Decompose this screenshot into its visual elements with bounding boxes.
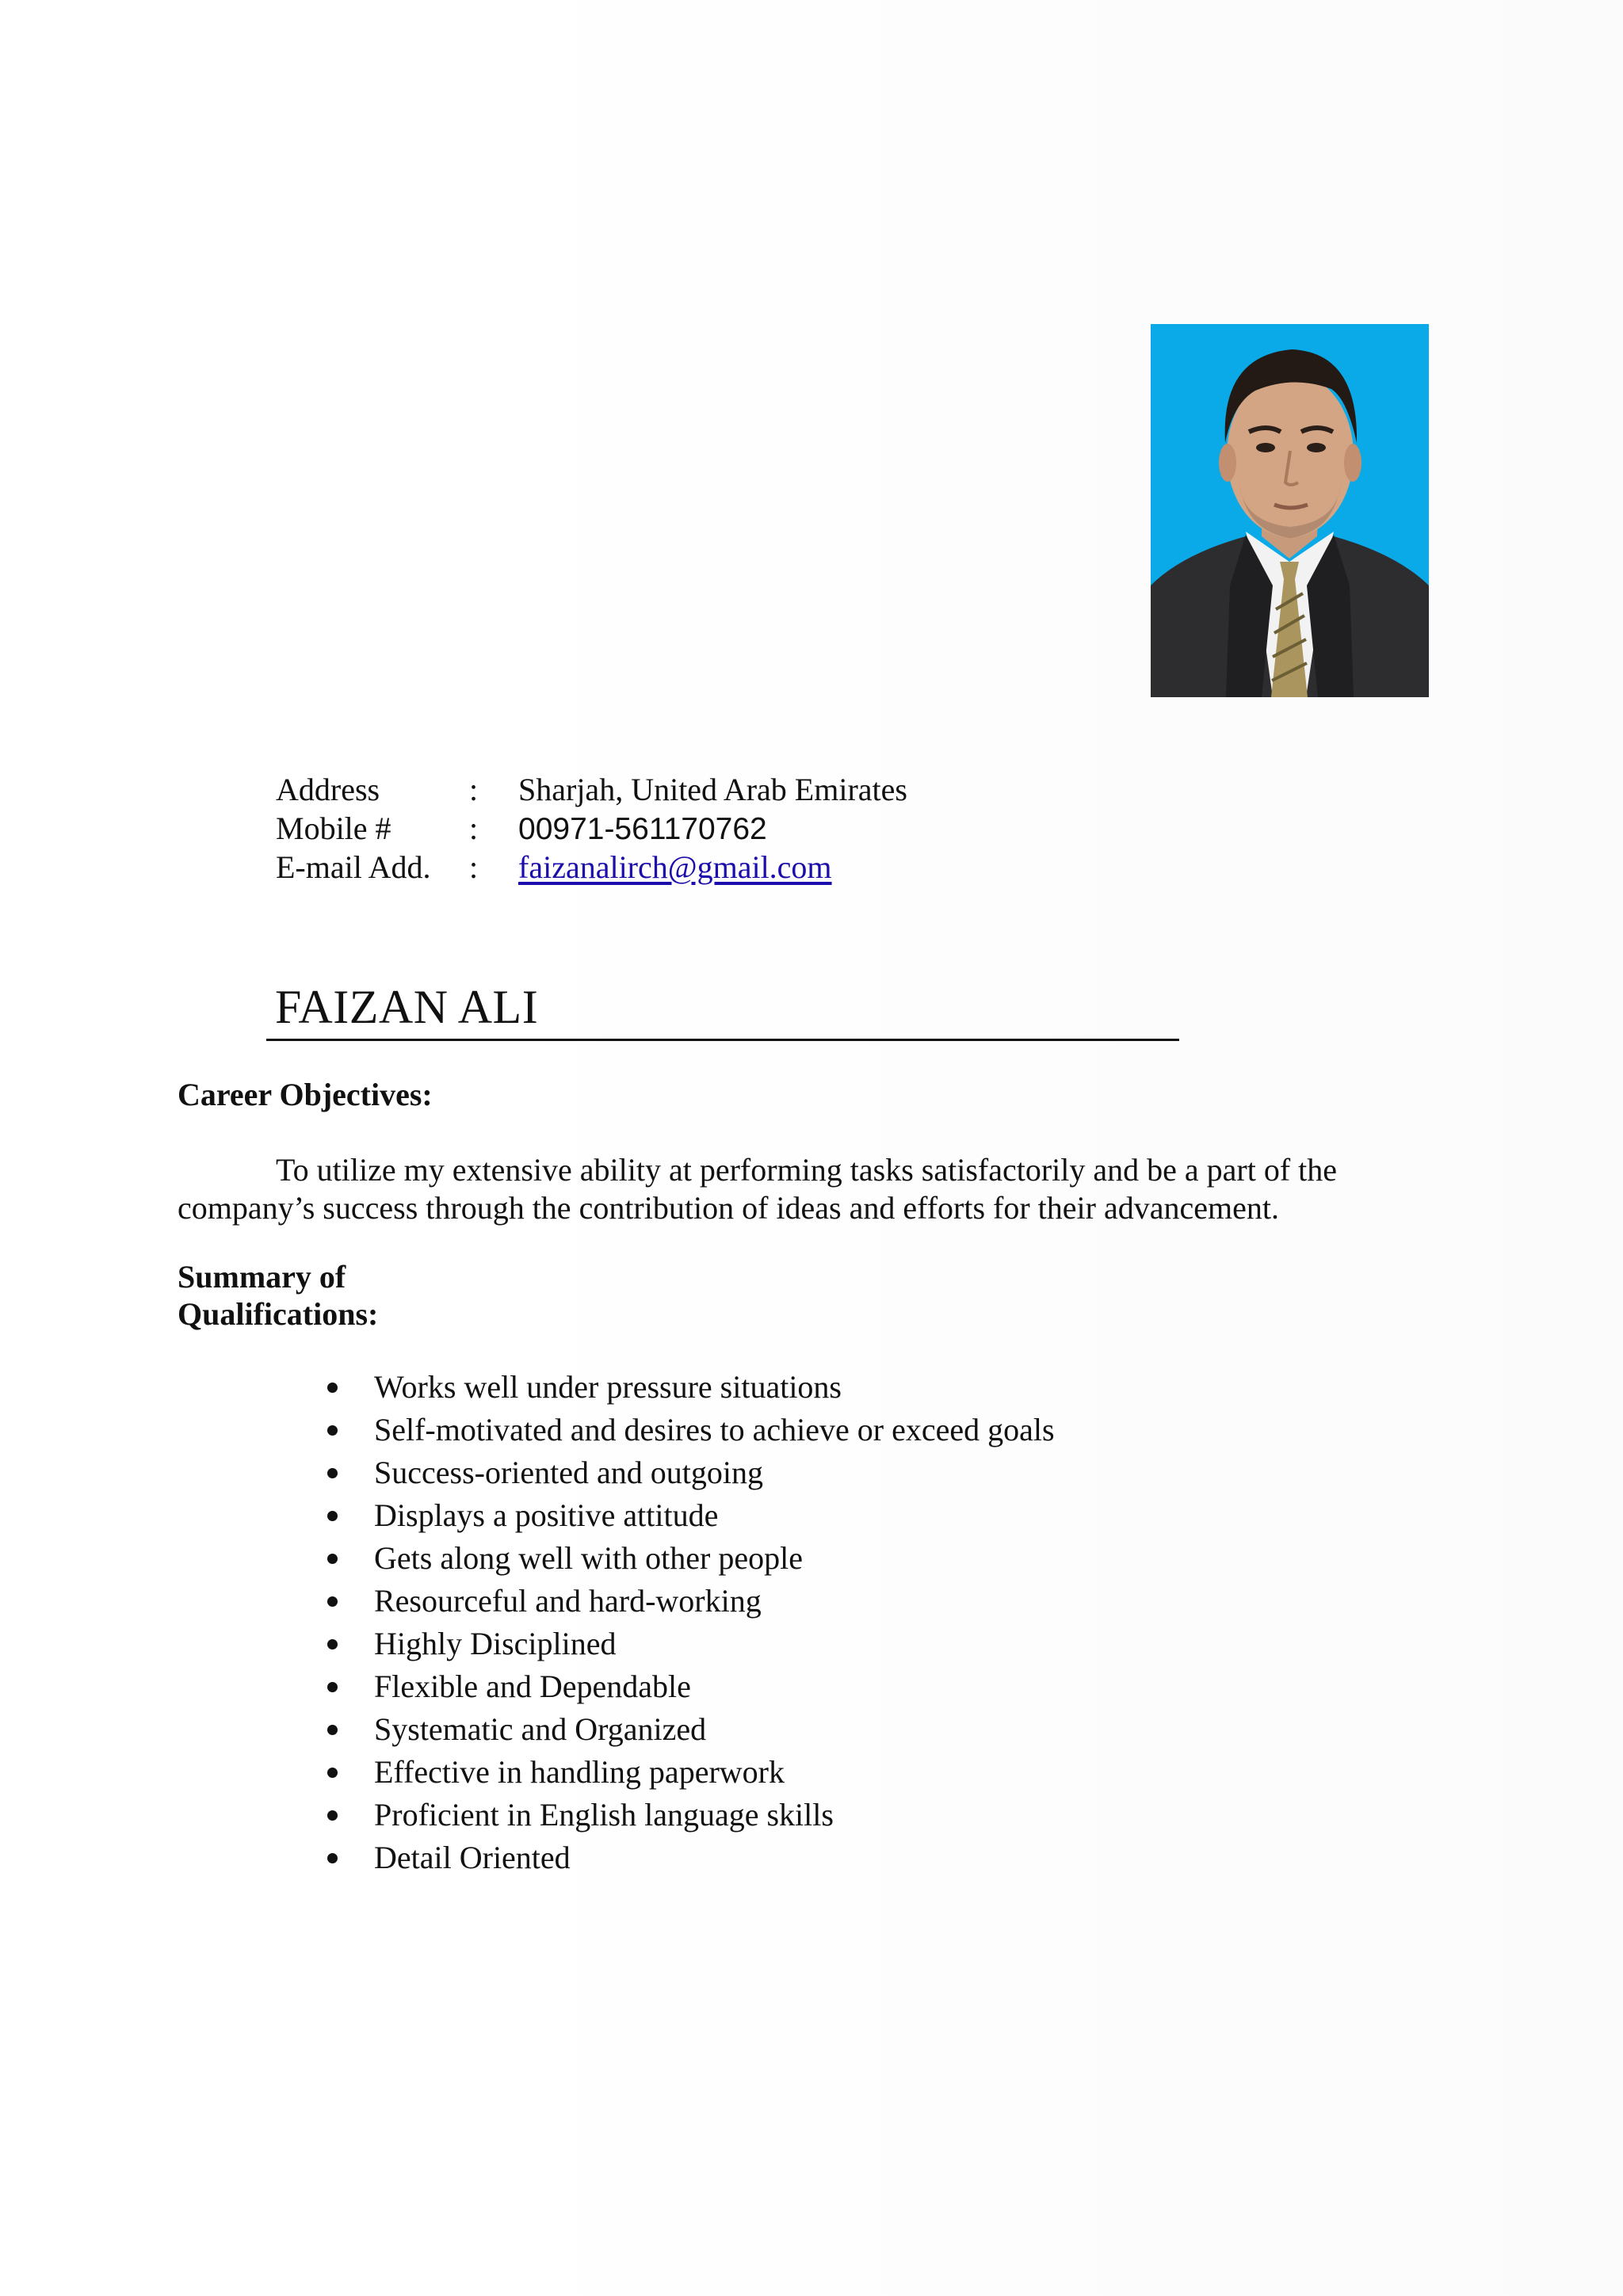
list-item bbox=[325, 1708, 1055, 1751]
qualification-text: Works well under pressure situations bbox=[374, 1369, 842, 1405]
list-item bbox=[325, 1794, 1055, 1836]
email-label: E-mail Add. bbox=[276, 849, 431, 885]
bullet-icon bbox=[327, 1596, 338, 1607]
address-value: Sharjah, United Arab Emirates bbox=[518, 772, 907, 807]
qualification-text: Displays a positive attitude bbox=[374, 1497, 719, 1533]
list-item bbox=[325, 1451, 1055, 1494]
mobile-label: Mobile # bbox=[276, 810, 391, 846]
qualification-text: Proficient in English language skills bbox=[374, 1797, 834, 1833]
career-objective-line-2: company’s success through the contribution of ideas and efforts for their advancement. bbox=[178, 1190, 1279, 1226]
career-objective-line-1: To utilize my extensive ability at performing tasks satisfactorily and be a part of the bbox=[276, 1152, 1338, 1188]
list-item bbox=[325, 1409, 1055, 1451]
bullet-icon bbox=[327, 1682, 338, 1692]
list-item bbox=[325, 1580, 1055, 1623]
qualification-text: Effective in handling paperwork bbox=[374, 1754, 785, 1790]
mobile-value: 00971-561170762 bbox=[518, 812, 767, 846]
summary-heading-line-2: Qualifications: bbox=[178, 1296, 379, 1332]
summary-heading bbox=[178, 1258, 378, 1333]
qualification-text: Systematic and Organized bbox=[374, 1711, 707, 1747]
bullet-icon bbox=[327, 1853, 338, 1863]
career-objectives-heading: Career Objectives: bbox=[178, 1077, 433, 1112]
bullet-icon bbox=[327, 1725, 338, 1735]
qualification-text: Self-motivated and desires to achieve or exceed goals bbox=[374, 1412, 1055, 1447]
qualification-text: Flexible and Dependable bbox=[374, 1669, 691, 1704]
bullet-icon bbox=[327, 1383, 338, 1393]
list-item bbox=[325, 1751, 1055, 1794]
profile-photo bbox=[1151, 324, 1429, 697]
bullet-icon bbox=[327, 1768, 338, 1778]
summary-heading-line-1: Summary of bbox=[178, 1259, 346, 1295]
contact-row-email bbox=[276, 848, 907, 887]
email-link[interactable]: faizanalirch@gmail.com bbox=[518, 849, 832, 885]
qualification-text: Gets along well with other people bbox=[374, 1540, 803, 1576]
qualification-text: Success-oriented and outgoing bbox=[374, 1455, 763, 1490]
bullet-icon bbox=[327, 1511, 338, 1521]
qualification-text: Highly Disciplined bbox=[374, 1626, 617, 1661]
list-item bbox=[325, 1366, 1055, 1409]
name-underline bbox=[266, 1039, 1179, 1041]
list-item bbox=[325, 1537, 1055, 1580]
qualification-text: Detail Oriented bbox=[374, 1840, 571, 1875]
email-separator: : bbox=[469, 849, 479, 885]
address-separator: : bbox=[469, 772, 479, 807]
address-label: Address bbox=[276, 772, 380, 807]
bullet-icon bbox=[327, 1468, 338, 1478]
mobile-separator: : bbox=[469, 810, 479, 846]
contact-row-address bbox=[276, 770, 907, 809]
list-item bbox=[325, 1623, 1055, 1665]
candidate-name: FAIZAN ALI bbox=[275, 981, 539, 1033]
bullet-icon bbox=[327, 1810, 338, 1821]
contact-details bbox=[276, 770, 907, 887]
qualification-text: Resourceful and hard-working bbox=[374, 1583, 762, 1619]
bullet-icon bbox=[327, 1554, 338, 1564]
contact-row-mobile bbox=[276, 809, 907, 848]
bullet-icon bbox=[327, 1425, 338, 1436]
bullet-icon bbox=[327, 1639, 338, 1650]
career-objective-text bbox=[178, 1151, 1461, 1227]
list-item bbox=[325, 1836, 1055, 1879]
list-item bbox=[325, 1665, 1055, 1708]
list-item bbox=[325, 1494, 1055, 1537]
qualifications-list bbox=[325, 1366, 1055, 1879]
profile-photo-portrait bbox=[1151, 324, 1429, 697]
